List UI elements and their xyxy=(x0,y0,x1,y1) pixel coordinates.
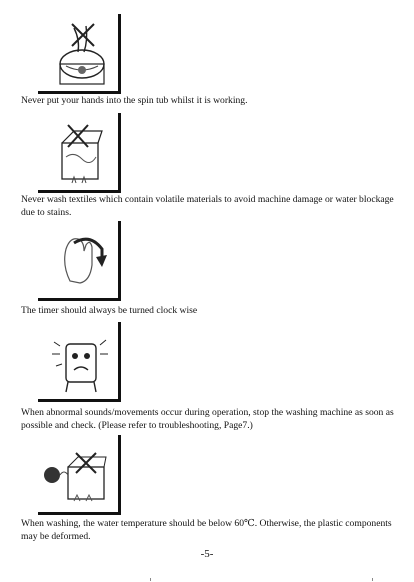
figure-volatile-textiles xyxy=(38,113,122,193)
caption-abnormal-sound: When abnormal sounds/movements occur during operation, stop the washing machine as soon as possible and check. (Please refer to troubleshooting, Page7.) xyxy=(21,407,394,431)
caption-water-temperature: When washing, the water temperature should be below 60℃. Otherwise, the plastic components may be deformed. xyxy=(21,518,392,542)
figure-timer-clockwise xyxy=(38,221,122,301)
figure-spin-tub-hands xyxy=(38,14,122,94)
page-number: -5- xyxy=(200,548,214,560)
caption-volatile-textiles: Never wash textiles which contain volatile materials to avoid machine damage or water blockage due to stains. xyxy=(21,194,394,218)
bottom-edge-rule xyxy=(0,576,414,582)
abnormal-sound-machine-icon xyxy=(44,326,114,398)
no-volatile-textiles-icon xyxy=(44,117,114,189)
figure-water-temperature xyxy=(38,435,122,515)
caption-spin-tub: Never put your hands into the spin tub whilst it is working. xyxy=(21,95,248,106)
hand-in-spin-tub-icon xyxy=(44,18,114,88)
caption-timer: The timer should always be turned clock wise xyxy=(21,305,198,316)
timer-clockwise-icon xyxy=(44,225,114,297)
figure-abnormal-sound xyxy=(38,322,122,402)
hot-water-warning-icon xyxy=(40,439,114,511)
